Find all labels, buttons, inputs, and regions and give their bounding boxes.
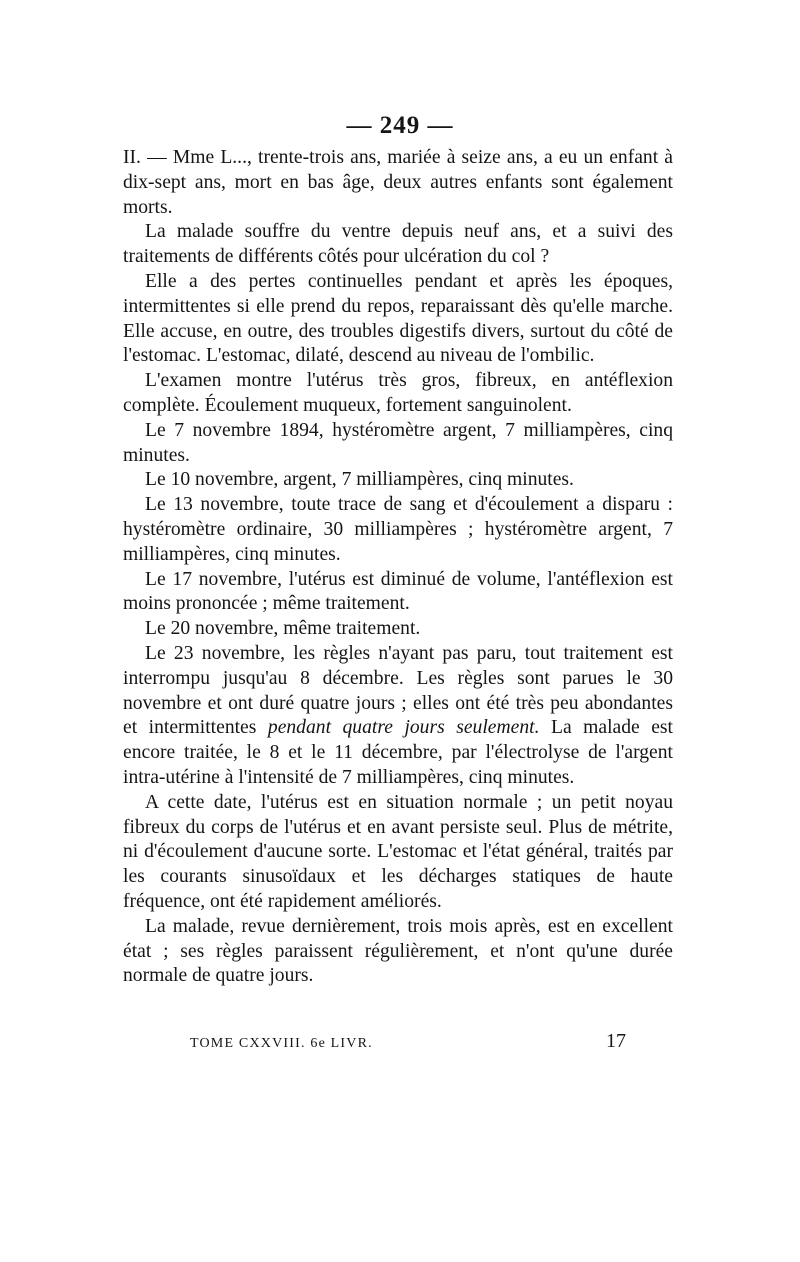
paragraph-4: L'examen montre l'utérus très gros, fibreux, en antéflexion complète. Écoulement muqueux, fortement sanguinolent. — [123, 370, 673, 416]
paragraph-5: Le 7 novembre 1894, hystéromètre argent, 7 milliampères, cinq minutes. — [123, 419, 673, 466]
page-number: — 249 — — [346, 112, 454, 139]
paragraph-8: Le 17 novembre, l'utérus est diminué de volume, l'antéflexion est moins prononcée ; même traitement. — [123, 568, 673, 615]
footer-volume: TOME CXXVIII. 6e LIVR. — [190, 1036, 373, 1051]
body-text — [123, 146, 673, 989]
paragraph-10-start: Le 23 novembre, les règles n'ayant pas paru, tout traitement est interrompu jusqu'au 8 décembre. Les règles sont parues le 30 novembre et ont duré quatre jours ; elles ont été très peu abondantes et intermittentes — [123, 642, 673, 739]
paragraph-3: Elle a des pertes continuelles pendant et après les époques, intermittentes si elle prend du repos, reparaissant dès qu'elle marche. Elle accuse, en outre, des troubles digestifs divers, surtout du côté de l'estomac. L'estomac, dilaté, descend au niveau de l'ombilic. — [123, 270, 673, 367]
footer-signature: 17 — [606, 1030, 626, 1052]
paragraph-1: II. — Mme L..., trente-trois ans, mariée à seize ans, a eu un enfant à dix-sept ans, mort en bas âge, deux autres enfants sont également morts. — [123, 147, 673, 218]
paragraph-2: La malade souffre du ventre depuis neuf ans, et a suivi des traitements de différents côtés pour ulcération du col ? — [123, 221, 673, 268]
page-footer — [190, 1030, 626, 1053]
paragraph-9: Le 20 novembre, même traitement. — [145, 618, 421, 640]
paragraph-12: La malade, revue dernièrement, trois mois après, est en excellent état ; ses règles paraissent régulièrement, et n'ont qu'une durée normale de quatre jours. — [123, 915, 673, 987]
paragraph-10-italic: pendant quatre jours seulement. — [267, 717, 540, 739]
paragraph-6: Le 10 novembre, argent, 7 milliampères, cinq minutes. — [145, 469, 574, 491]
paragraph-11: A cette date, l'utérus est en situation normale ; un petit noyau fibreux du corps de l'utérus et en avant persiste seul. Plus de métrite, ni d'écoulement d'aucune sorte. L'estomac et l'état général, traités par les courants sinusoïdaux et les décharges statiques de haute fréquence, ont été rapidement améliorés. — [123, 791, 673, 912]
paragraph-7: Le 13 novembre, toute trace de sang et d'écoulement a disparu : hystéromètre ordinaire, 30 milliampères ; hystéromètre argent, 7 milliampères, cinq minutes. — [123, 494, 673, 565]
paragraph-10 — [123, 642, 673, 791]
paragraph-10-end: La malade est encore traitée, le 8 et le 11 décembre, par l'électrolyse de l'argent intra-utérine à l'intensité de 7 milliampères, cinq minutes. — [123, 717, 673, 788]
